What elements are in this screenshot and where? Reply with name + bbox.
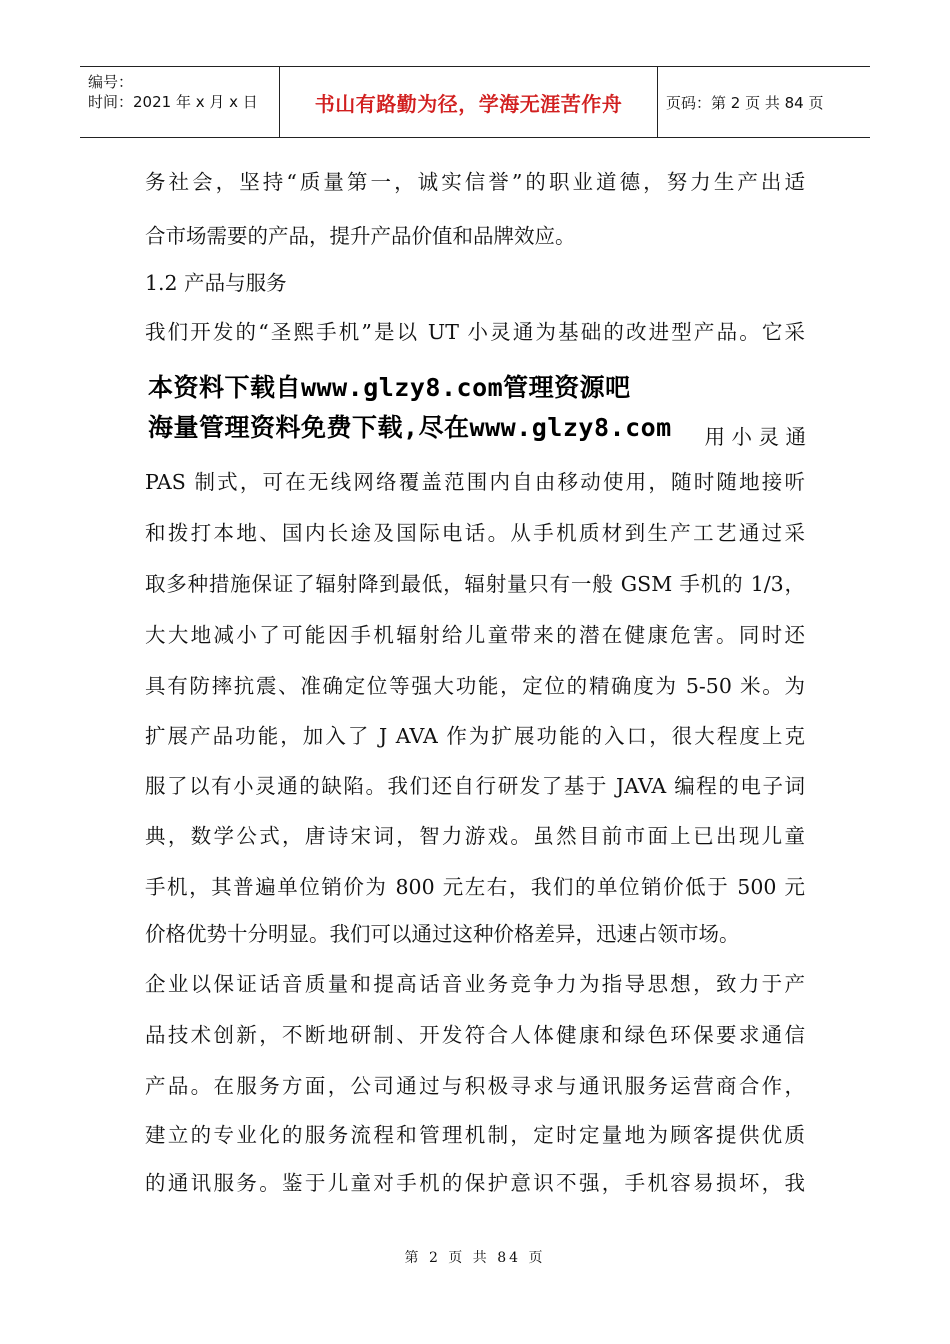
watermark-line: 本资料下载自www.glzy8.com管理资源吧 [148,373,631,402]
header-motto-cell [280,67,658,137]
paragraph-line: 和拨打本地、国内长途及国际电话。从手机质材到生产工艺通过采 [145,521,805,545]
paragraph-line: 大大地减小了可能因手机辐射给儿童带来的潜在健康危害。同时还 [145,623,805,647]
paragraph-line: 的通讯服务。鉴于儿童对手机的保护意识不强，手机容易损坏，我 [145,1171,805,1195]
paragraph-line: 我们开发的“圣熙手机”是以 UT 小灵通为基础的改进型产品。它采 [145,320,805,344]
page-footer: 第 2 页 共 84 页 [404,1250,546,1266]
paragraph-line: 建立的专业化的服务流程和管理机制，定时定量地为顾客提供优质 [145,1123,805,1147]
paragraph-line: 企业以保证话音质量和提高话音业务竞争力为指导思想，致力于产 [145,972,805,996]
paragraph-line: 务社会，坚持“质量第一，诚实信誉”的职业道德，努力生产出适 [145,170,805,194]
paragraph-line: 典，数学公式，唐诗宋词，智力游戏。虽然目前市面上已出现儿童 [145,824,805,848]
header-meta [80,67,280,137]
page-number-label: 页码：第 2 页 共 84 页 [666,93,824,112]
paragraph-line: 服了以有小灵通的缺陷。我们还自行研发了基于 JAVA 编程的电子词 [145,774,805,798]
page-header [80,66,870,138]
motto-text: 书山有路勤为径，学海无涯苦作舟 [314,91,623,116]
header-page-cell [658,67,870,137]
date-label: 时间：2021 年 x 月 x 日 [88,93,258,111]
paragraph-line: 品技术创新，不断地研制、开发符合人体健康和绿色环保要求通信 [145,1023,805,1047]
paragraph-line: 产品。在服务方面，公司通过与积极寻求与通讯服务运营商合作， [145,1074,805,1098]
paragraph-line-fragment: 用 小 灵 通 [704,425,806,449]
watermark-line: 海量管理资料免费下载,尽在www.glzy8.com [148,413,672,442]
paragraph-line: 合市场需要的产品，提升产品价值和品牌效应。 [145,224,576,248]
paragraph-line: PAS 制式，可在无线网络覆盖范围内自由移动使用，随时随地接听 [145,470,805,494]
serial-number-label: 编号： [88,73,134,91]
section-heading: 1.2 产品与服务 [145,271,287,295]
paragraph-line: 价格优势十分明显。我们可以通过这种价格差异，迅速占领市场。 [145,922,740,946]
paragraph-line: 具有防摔抗震、准确定位等强大功能，定位的精确度为 5-50 米。为 [145,674,805,698]
paragraph-line: 扩展产品功能，加入了 J AVA 作为扩展功能的入口，很大程度上克 [145,724,805,748]
paragraph-line: 手机，其普遍单位销价为 800 元左右，我们的单位销价低于 500 元 [145,875,805,899]
paragraph-line: 取多种措施保证了辐射降到最低，辐射量只有一般 GSM 手机的 1/3， [145,572,805,596]
